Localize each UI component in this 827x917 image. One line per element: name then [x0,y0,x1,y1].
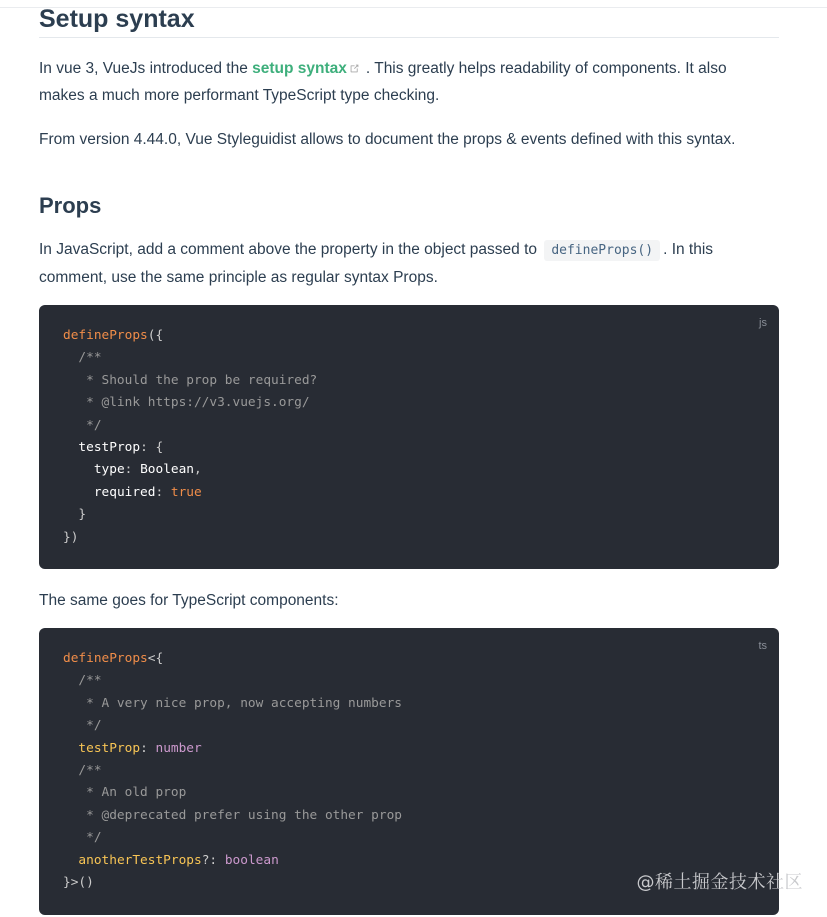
intro-paragraph [39,55,759,109]
code-ts: defineProps<{ /** * A very nice prop, now accepting numbers */ testProp: number /** * An old prop * @deprecated prefer using the other prop */ anotherTestProps?: boolean }>() [63,651,402,891]
props-desc-start: In JavaScript, add a comment above the property in the object passed to [39,241,542,258]
watermark-text: @稀土掘金技术社区 [636,872,803,893]
props-description [39,236,759,291]
code-js: defineProps({ /** * Should the prop be required? * @link https://v3.vuejs.org/ */ testProp: { type: Boolean, required: true } }) [63,328,318,545]
intro-text-start: In vue 3, VueJs introduced the [39,60,253,77]
define-props-code: defineProps() [544,240,660,261]
code-block-js [39,305,779,569]
version-note: From version 4.44.0, Vue Styleguidist allows to document the props & events defined with this syntax. [39,131,736,148]
section-heading-setup-syntax: Setup syntax [39,2,779,38]
props-desc-end: . In this comment, use the same principle as regular syntax Props. [39,241,714,286]
code-lang-label-ts: ts [758,640,767,652]
setup-syntax-link[interactable]: setup syntax [252,60,347,77]
code-lang-label-js: js [759,317,767,329]
props-heading: Props [39,193,102,218]
ts-note: The same goes for TypeScript components: [39,592,339,609]
external-link-icon [349,63,360,74]
intro-text-end: . This greatly helps readability of components. It also makes a much more performant TypeScript type checking. [39,60,727,104]
